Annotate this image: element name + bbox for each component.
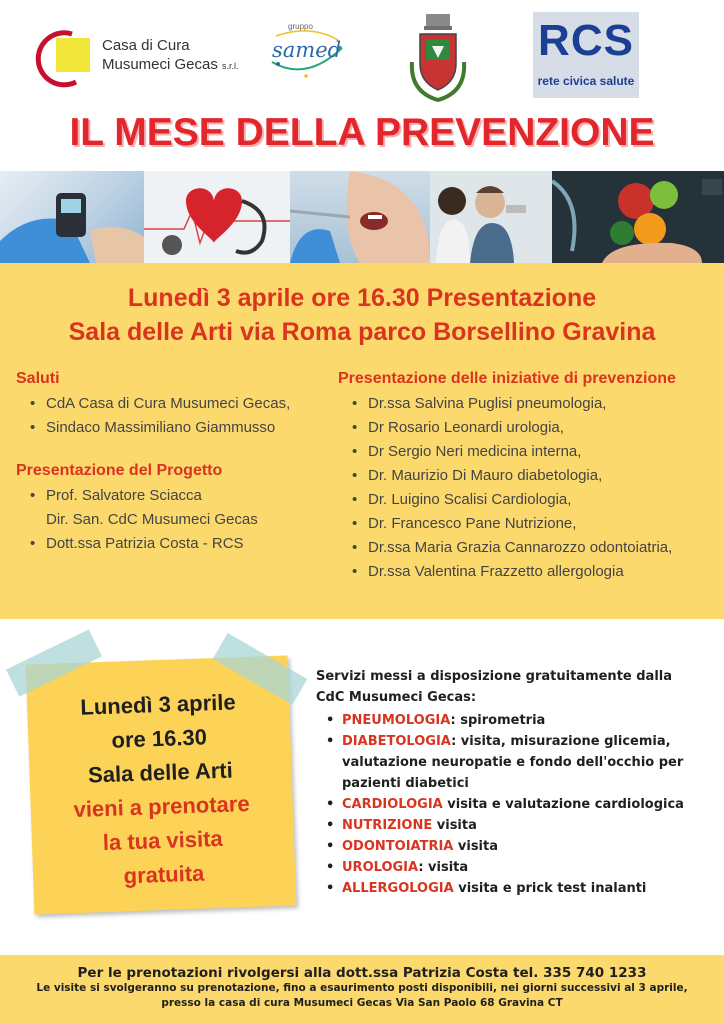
note-date: Lunedì 3 aprile <box>79 689 237 720</box>
service-item: • NUTRIZIONE visita <box>316 815 716 836</box>
dentist-photo <box>290 171 430 263</box>
left-column <box>16 370 336 556</box>
list-item: • Sindaco Massimiliano Giammusso <box>16 416 336 440</box>
list-item: • Dr Rosario Leonardi urologia, <box>338 416 718 440</box>
iniziative-title: Presentazione delle iniziative di prevenzione <box>338 370 676 387</box>
services-intro <box>316 666 716 708</box>
casa-logo-line1: Casa di Cura <box>102 37 190 54</box>
spirometry-photo <box>430 171 552 263</box>
casa-di-cura-logo-mark <box>26 28 98 88</box>
list-item: Dir. San. CdC Musumeci Gecas <box>46 511 258 528</box>
list-item: • Dott.ssa Patrizia Costa - RCS <box>16 532 336 556</box>
iniziative-list <box>338 392 718 584</box>
healthy-food-photo <box>552 171 724 263</box>
casa-di-cura-logo <box>26 28 246 88</box>
service-item: • DIABETOLOGIA: visita, misurazione glicemia, valutazione neuropatie e fondo dell'occhio per pazienti diabetici <box>316 731 716 794</box>
service-item: • UROLOGIA: visita <box>316 857 716 878</box>
photo-strip <box>0 171 724 263</box>
list-item: • Dr. Luigino Scalisi Cardiologia, <box>338 488 718 512</box>
service-item: • ODONTOIATRIA visita <box>316 836 716 857</box>
services-intro-line1: Servizi messi a disposizione gratuitamente dalla <box>316 669 673 684</box>
logo-bar <box>0 0 724 108</box>
footer <box>0 955 724 1024</box>
presentation-section <box>0 263 724 619</box>
list-item: • Prof. Salvatore Sciacca <box>16 484 336 508</box>
casa-logo-line2: Musumeci Gecas <box>102 56 218 73</box>
service-item: • CARDIOLOGIA visita e valutazione cardiologica <box>316 794 716 815</box>
saluti-list <box>16 392 336 440</box>
footer-note-line1: Le visite si svolgeranno su prenotazione, fino a esaurimento posti disponibili, nei giorni successivi al 3 aprile, <box>36 982 688 994</box>
services-list <box>316 710 716 899</box>
right-column <box>338 370 718 584</box>
service-item: • PNEUMOLOGIA: spirometria <box>316 710 716 731</box>
note-cta-line3: gratuita <box>123 860 205 889</box>
rcs-logo <box>533 12 639 98</box>
list-item: • Dr.ssa Valentina Frazzetto allergologia <box>338 560 718 584</box>
glucose-meter-photo <box>0 171 144 263</box>
presentation-venue-line: Sala delle Arti via Roma parco Borsellino Gravina <box>68 318 656 346</box>
list-item: • Dr. Francesco Pane Nutrizione, <box>338 512 718 536</box>
service-item: • ALLERGOLOGIA visita e prick test inalanti <box>316 878 716 899</box>
services-intro-line2: CdC Musumeci Gecas: <box>316 690 477 705</box>
comune-coat-of-arms-icon <box>406 12 470 104</box>
list-item: • CdA Casa di Cura Musumeci Gecas, <box>16 392 336 416</box>
footer-booking-info: Per le prenotazioni rivolgersi alla dott.ssa Patrizia Costa tel. 335 740 1233 <box>77 965 647 981</box>
sticky-note-text <box>27 683 296 896</box>
note-cta-line1: vieni a prenotare <box>73 790 250 823</box>
samed-name: samed <box>272 38 342 62</box>
page-title: IL MESE DELLA PREVENZIONE <box>69 111 655 154</box>
samed-gruppo-label: gruppo <box>288 22 313 31</box>
presentation-heading <box>0 281 724 349</box>
rcs-logo-name: RCS <box>538 16 634 65</box>
note-time: ore 16.30 <box>111 724 208 753</box>
heart-stethoscope-photo <box>144 171 290 263</box>
progetto-title: Presentazione del Progetto <box>16 462 223 479</box>
progetto-list <box>16 484 336 556</box>
services-section <box>316 666 716 899</box>
note-venue: Sala delle Arti <box>87 757 234 788</box>
saluti-title: Saluti <box>16 370 60 387</box>
note-cta-line2: la tua visita <box>102 825 224 856</box>
presentation-date-line: Lunedì 3 aprile ore 16.30 Presentazione <box>127 284 597 312</box>
rcs-logo-tagline: rete civica salute <box>537 74 635 88</box>
footer-note-line2: presso la casa di cura Musumeci Gecas Via San Paolo 68 Gravina CT <box>161 997 563 1009</box>
list-item: • Dr Sergio Neri medicina interna, <box>338 440 718 464</box>
samed-logo <box>266 18 348 88</box>
list-item: • Dr.ssa Maria Grazia Cannarozzo odontoiatria, <box>338 536 718 560</box>
casa-logo-suffix: s.r.l. <box>222 61 239 71</box>
list-item: • Dr.ssa Salvina Puglisi pneumologia, <box>338 392 718 416</box>
list-item: • Dr. Maurizio Di Mauro diabetologia, <box>338 464 718 488</box>
